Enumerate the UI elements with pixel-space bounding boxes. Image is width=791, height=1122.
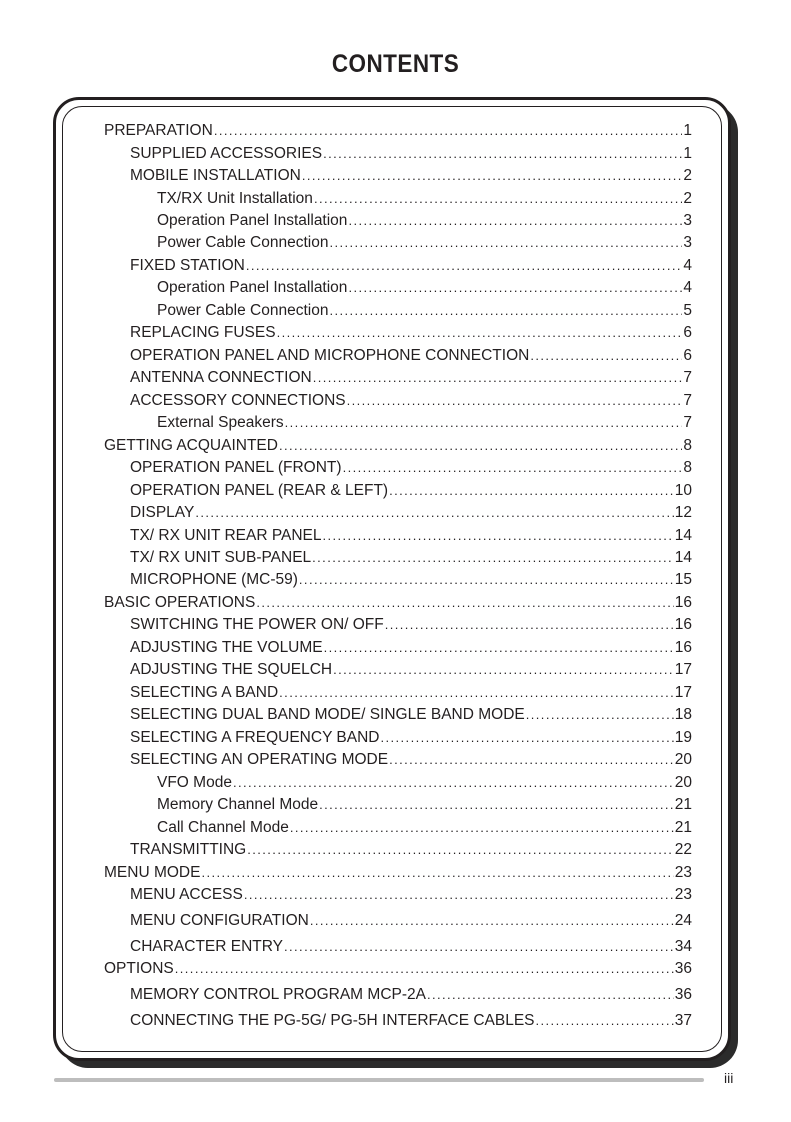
toc-entry-title: SELECTING DUAL BAND MODE/ SINGLE BAND MODE bbox=[130, 706, 525, 723]
toc-entry[interactable] bbox=[104, 862, 692, 884]
toc-entry[interactable] bbox=[104, 659, 692, 681]
toc-entry[interactable] bbox=[104, 502, 692, 524]
toc-entry-title: ANTENNA CONNECTION bbox=[130, 369, 312, 386]
toc-leader-dots bbox=[381, 727, 674, 749]
toc-entry[interactable] bbox=[104, 188, 692, 210]
toc-entry-title: CONNECTING THE PG-5G/ PG-5H INTERFACE CABLES bbox=[130, 1012, 535, 1029]
toc-entry-page: 34 bbox=[674, 938, 692, 955]
toc-leader-dots bbox=[290, 817, 674, 839]
toc-entry[interactable] bbox=[104, 120, 692, 142]
toc-leader-dots bbox=[175, 958, 674, 980]
footer-rule bbox=[54, 1078, 704, 1082]
toc-entry[interactable] bbox=[104, 547, 692, 569]
toc-leader-dots bbox=[201, 862, 673, 884]
toc-leader-dots bbox=[530, 345, 682, 367]
toc-leader-dots bbox=[313, 367, 683, 389]
toc-entry[interactable] bbox=[104, 367, 692, 389]
toc-entry-page: 12 bbox=[674, 504, 692, 521]
toc-entry-title: Operation Panel Installation bbox=[157, 212, 348, 229]
toc-entry-page: 14 bbox=[674, 549, 692, 566]
toc-leader-dots bbox=[427, 984, 674, 1006]
toc-entry[interactable] bbox=[104, 457, 692, 479]
toc-entry-title: Power Cable Connection bbox=[157, 234, 329, 251]
toc-entry[interactable] bbox=[104, 984, 692, 1006]
toc-entry-page: 20 bbox=[674, 774, 692, 791]
toc-entry[interactable] bbox=[104, 255, 692, 277]
toc-entry[interactable] bbox=[104, 817, 692, 839]
toc-entry-page: 1 bbox=[683, 122, 692, 139]
toc-entry-title: MENU ACCESS bbox=[130, 886, 243, 903]
toc-entry-page: 21 bbox=[674, 819, 692, 836]
toc-entry-page: 20 bbox=[674, 751, 692, 768]
toc-entry-title: BASIC OPERATIONS bbox=[104, 594, 256, 611]
toc-entry-page: 19 bbox=[674, 729, 692, 746]
toc-entry-page: 7 bbox=[683, 369, 692, 386]
toc-entry[interactable] bbox=[104, 884, 692, 906]
toc-entry[interactable] bbox=[104, 637, 692, 659]
toc-entry[interactable] bbox=[104, 839, 692, 861]
toc-entry-page: 24 bbox=[674, 912, 692, 929]
toc-entry-page: 4 bbox=[683, 257, 692, 274]
toc-entry[interactable] bbox=[104, 614, 692, 636]
toc-entry-title: Operation Panel Installation bbox=[157, 279, 348, 296]
toc-leader-dots bbox=[536, 1010, 674, 1032]
toc-leader-dots bbox=[319, 794, 674, 816]
toc-entry-title: SELECTING A FREQUENCY BAND bbox=[130, 729, 380, 746]
toc-leader-dots bbox=[323, 143, 682, 165]
toc-entry-title: MOBILE INSTALLATION bbox=[130, 167, 301, 184]
toc-entry-page: 36 bbox=[674, 986, 692, 1003]
toc-leader-dots bbox=[310, 910, 674, 932]
toc-entry[interactable] bbox=[104, 390, 692, 412]
toc-entry[interactable] bbox=[104, 704, 692, 726]
toc-leader-dots bbox=[246, 255, 683, 277]
toc-leader-dots bbox=[299, 569, 674, 591]
toc-entry-page: 15 bbox=[674, 571, 692, 588]
toc-entry-page: 23 bbox=[674, 864, 692, 881]
toc-entry-page: 22 bbox=[674, 841, 692, 858]
toc-entry-title: MENU MODE bbox=[104, 864, 201, 881]
toc-entry-title: TX/ RX UNIT REAR PANEL bbox=[130, 527, 322, 544]
toc-entry[interactable] bbox=[104, 300, 692, 322]
toc-entry-title: MICROPHONE (MC-59) bbox=[130, 571, 298, 588]
toc-entry-title: Call Channel Mode bbox=[157, 819, 289, 836]
toc-entry[interactable] bbox=[104, 525, 692, 547]
toc-leader-dots bbox=[526, 704, 674, 726]
toc-entry[interactable] bbox=[104, 910, 692, 932]
toc-leader-dots bbox=[279, 435, 682, 457]
toc-entry-title: OPERATION PANEL (FRONT) bbox=[130, 459, 342, 476]
toc-entry[interactable] bbox=[104, 936, 692, 958]
toc-entry-page: 2 bbox=[683, 167, 692, 184]
toc-entry-title: MEMORY CONTROL PROGRAM MCP-2A bbox=[130, 986, 426, 1003]
toc-entry-page: 6 bbox=[683, 347, 692, 364]
toc-entry-title: SWITCHING THE POWER ON/ OFF bbox=[130, 616, 384, 633]
toc-leader-dots bbox=[312, 547, 674, 569]
toc-entry[interactable] bbox=[104, 592, 692, 614]
toc-entry-title: REPLACING FUSES bbox=[130, 324, 276, 341]
toc-entry-page: 16 bbox=[674, 616, 692, 633]
toc-entry-page: 8 bbox=[683, 437, 692, 454]
toc-leader-dots bbox=[389, 480, 674, 502]
toc-leader-dots bbox=[284, 936, 674, 958]
toc-entry-title: TX/ RX UNIT SUB-PANEL bbox=[130, 549, 312, 566]
toc-entry-title: TX/RX Unit Installation bbox=[157, 189, 313, 207]
toc-entry-title: SELECTING AN OPERATING MODE bbox=[130, 751, 389, 768]
toc-entry-title: OPERATION PANEL AND MICROPHONE CONNECTION bbox=[130, 347, 530, 364]
toc-leader-dots bbox=[348, 210, 682, 232]
toc-entry-title: External Speakers bbox=[157, 414, 284, 431]
toc-entry-page: 1 bbox=[683, 144, 692, 162]
toc-leader-dots bbox=[329, 300, 682, 322]
toc-entry-page: 3 bbox=[683, 212, 692, 229]
toc-entry-title: VFO Mode bbox=[157, 774, 232, 791]
toc-entry-title: DISPLAY bbox=[130, 504, 195, 521]
toc-leader-dots bbox=[347, 390, 683, 412]
toc-leader-dots bbox=[348, 277, 682, 299]
toc-entry-title: TRANSMITTING bbox=[130, 841, 247, 858]
toc-leader-dots bbox=[324, 637, 674, 659]
toc-entry-title: PREPARATION bbox=[104, 122, 213, 139]
toc-entry-title: OPTIONS bbox=[104, 960, 174, 977]
toc-leader-dots bbox=[247, 839, 674, 861]
toc-entry[interactable] bbox=[104, 480, 692, 502]
toc-entry[interactable] bbox=[104, 772, 692, 794]
toc-entry[interactable] bbox=[104, 165, 692, 187]
toc-entry[interactable] bbox=[104, 412, 692, 434]
toc-entry[interactable] bbox=[104, 569, 692, 591]
toc-leader-dots bbox=[244, 884, 674, 906]
toc-entry-page: 21 bbox=[674, 796, 692, 813]
toc-leader-dots bbox=[195, 502, 673, 524]
toc-entry[interactable] bbox=[104, 345, 692, 367]
toc-leader-dots bbox=[385, 614, 674, 636]
toc-leader-dots bbox=[279, 682, 674, 704]
toc-entry-title: ADJUSTING THE SQUELCH bbox=[130, 661, 333, 678]
toc-leader-dots bbox=[343, 457, 683, 479]
page-title: CONTENTS bbox=[331, 50, 460, 78]
toc-entry-page: 36 bbox=[674, 960, 692, 977]
toc-entry-title: Power Cable Connection bbox=[157, 302, 329, 319]
toc-leader-dots bbox=[333, 659, 674, 681]
toc-entry-title: CHARACTER ENTRY bbox=[130, 938, 284, 955]
toc-entry-title: MENU CONFIGURATION bbox=[130, 912, 309, 929]
toc-entry-title: ACCESSORY CONNECTIONS bbox=[130, 392, 346, 409]
toc-entry-title: SELECTING A BAND bbox=[130, 684, 279, 701]
toc-entry[interactable] bbox=[104, 435, 692, 457]
toc-entry-page: 10 bbox=[674, 482, 692, 499]
toc-entry[interactable] bbox=[104, 794, 692, 816]
toc-entry-page: 5 bbox=[683, 302, 692, 319]
toc-leader-dots bbox=[314, 188, 682, 210]
toc-leader-dots bbox=[233, 772, 674, 794]
toc-leader-dots bbox=[323, 525, 674, 547]
toc-entry-page: 16 bbox=[674, 594, 692, 611]
toc-entry-title: OPERATION PANEL (REAR & LEFT) bbox=[130, 482, 389, 499]
toc-leader-dots bbox=[256, 592, 673, 614]
toc-entry-page: 4 bbox=[683, 279, 692, 296]
toc-leader-dots bbox=[214, 120, 683, 142]
toc-leader-dots bbox=[302, 165, 683, 187]
toc-entry-page: 16 bbox=[674, 639, 692, 656]
toc-entry-page: 17 bbox=[674, 684, 692, 701]
toc-leader-dots bbox=[389, 749, 674, 771]
toc-entry[interactable] bbox=[104, 232, 692, 254]
toc-entry-page: 6 bbox=[683, 324, 692, 341]
toc-entry[interactable] bbox=[104, 210, 692, 232]
toc-leader-dots bbox=[285, 412, 683, 434]
toc-entry[interactable] bbox=[104, 322, 692, 344]
toc-entry-title: GETTING ACQUAINTED bbox=[104, 437, 278, 454]
toc-entry-title: ADJUSTING THE VOLUME bbox=[130, 639, 323, 656]
toc-entry[interactable] bbox=[104, 277, 692, 299]
toc-entry-title: SUPPLIED ACCESSORIES bbox=[130, 144, 323, 162]
toc-leader-dots bbox=[329, 232, 682, 254]
toc-entry-title: FIXED STATION bbox=[130, 257, 245, 274]
toc-entry-page: 37 bbox=[674, 1012, 692, 1029]
toc-entry-page: 17 bbox=[674, 661, 692, 678]
toc-entry-page: 14 bbox=[674, 527, 692, 544]
toc-entry[interactable] bbox=[104, 1010, 692, 1032]
toc-entry-page: 7 bbox=[683, 414, 692, 431]
toc-entry-page: 2 bbox=[683, 189, 692, 207]
toc-entry-page: 3 bbox=[683, 234, 692, 251]
toc-entry-title: Memory Channel Mode bbox=[157, 796, 319, 813]
page-number: iii bbox=[724, 1070, 734, 1086]
toc-entry[interactable] bbox=[104, 727, 692, 749]
toc-entry[interactable] bbox=[104, 682, 692, 704]
toc-leader-dots bbox=[277, 322, 683, 344]
toc-entry-page: 8 bbox=[683, 459, 692, 476]
toc-entry[interactable] bbox=[104, 749, 692, 771]
toc-entry-page: 7 bbox=[683, 392, 692, 409]
toc-entry[interactable] bbox=[104, 958, 692, 980]
toc-entry-page: 18 bbox=[674, 706, 692, 723]
toc-entry[interactable] bbox=[104, 143, 692, 165]
toc-entry-page: 23 bbox=[674, 886, 692, 903]
